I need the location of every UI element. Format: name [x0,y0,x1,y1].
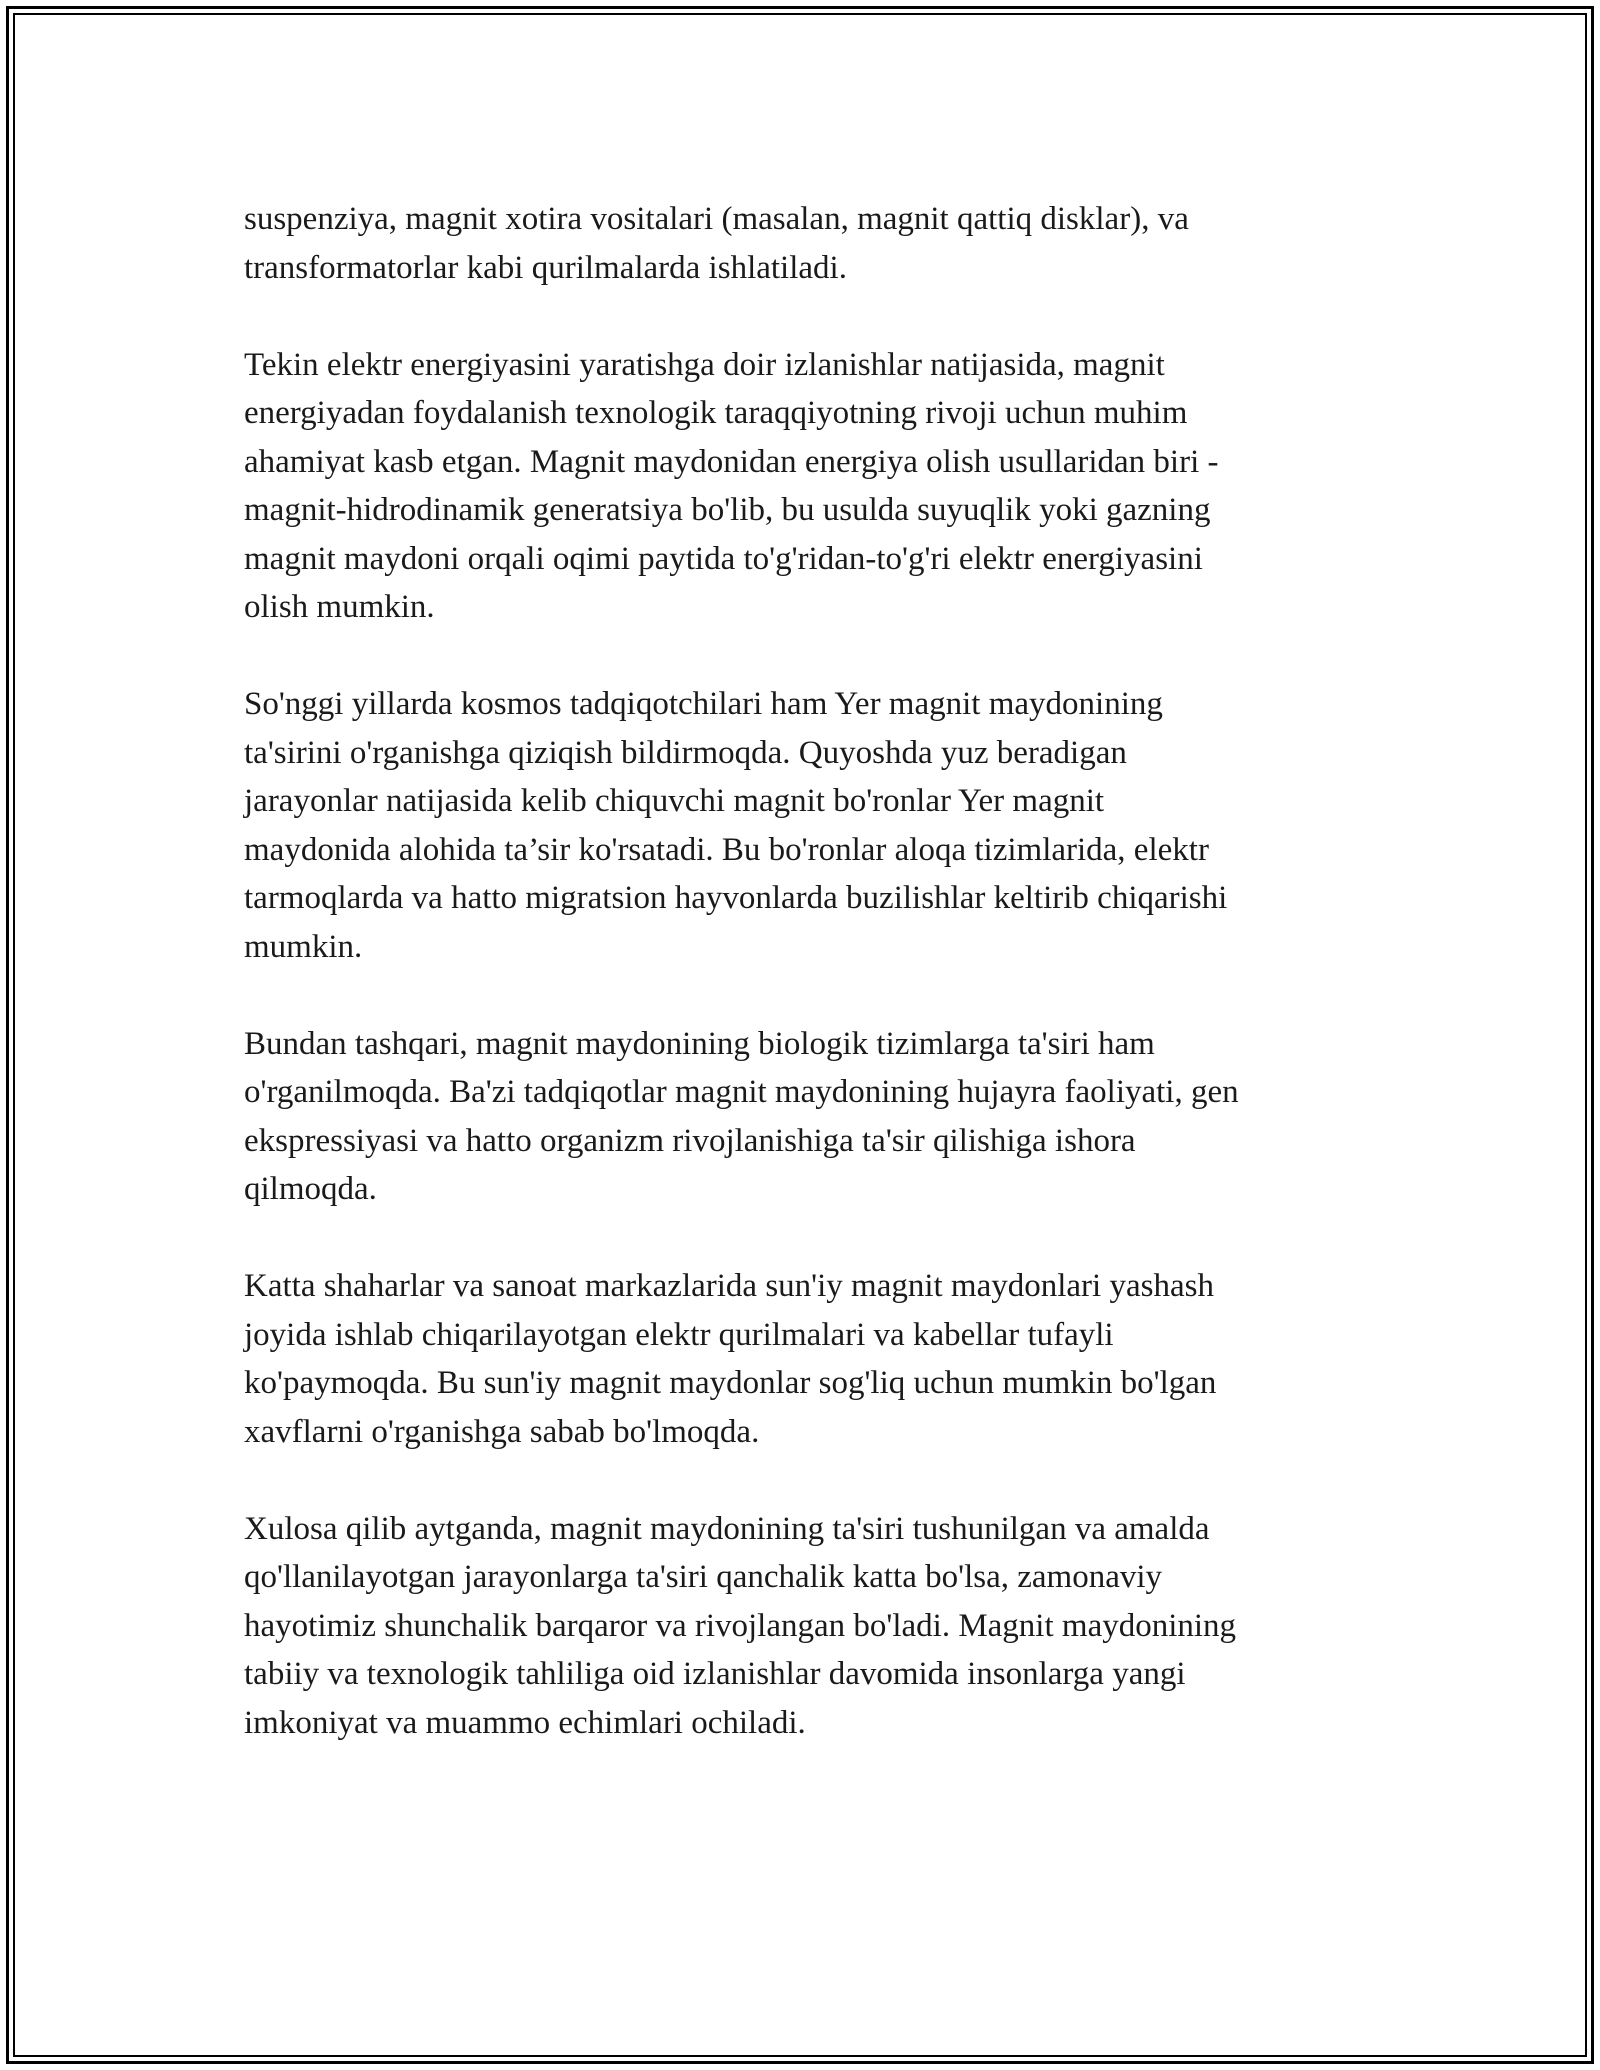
paragraph-1: suspenziya, magnit xotira vositalari (masalan, magnit qattiq disklar), va transformatorlar kabi qurilmalarda ishlatiladi. [244,201,1189,286]
page-border [6,6,1594,2064]
document-body [244,195,1394,1796]
paragraph-3: So'nggi yillarda kosmos tadqiqotchilari ham Yer magnit maydonining ta'sirini o'rganishga qiziqish bildirmoqda. Quyoshda yuz beradigan jarayonlar natijasida kelib chiquvchi magnit bo'ronlar Yer magnit maydonida alohida ta’sir ko'rsatadi. Bu bo'ronlar aloqa tizimlarida, elektr tarmoqlarda va hatto migratsion hayvonlarda buzilishlar keltirib chiqarishi mumkin. [244,686,1228,965]
paragraph-6: Xulosa qilib aytganda, magnit maydonining ta'siri tushunilgan va amalda qo'llanilayotgan jarayonlarga ta'siri qanchalik katta bo'lsa, zamonaviy hayotimiz shunchalik barqaror va rivojlangan bo'ladi. Magnit maydonining tabiiy va texnologik tahliliga oid izlanishlar davomida insonlarga yangi imkoniyat va muammo echimlari ochiladi. [244,1510,1237,1741]
paragraph-5: Katta shaharlar va sanoat markazlarida sun'iy magnit maydonlari yashash joyida ishlab chiqarilayotgan elektr qurilmalari va kabellar tufayli ko'paymoqda. Bu sun'iy magnit maydonlar sog'liq uchun mumkin bo'lgan xavflarni o'rganishga sabab bo'lmoqda. [244,1268,1217,1450]
paragraph-2: Tekin elektr energiyasini yaratishga doir izlanishlar natijasida, magnit energiyadan foydalanish texnologik taraqqiyotning rivoji uchun muhim ahamiyat kasb etgan. Magnit maydonidan energiya olish usullaridan biri - magnit-hidrodinamik generatsiya bo'lib, bu usulda suyuqlik yoki gazning magnit maydoni orqali oqimi paytida to'g'ridan-to'g'ri elektr energiyasini olish mumkin. [244,346,1219,625]
paragraph-4: Bundan tashqari, magnit maydonining biologik tizimlarga ta'siri ham o'rganilmoqda. Ba'zi tadqiqotlar magnit maydonining hujayra faoliyati, gen ekspressiyasi va hatto organizm rivojlanishiga ta'sir qilishiga ishora qilmoqda. [244,1025,1239,1207]
